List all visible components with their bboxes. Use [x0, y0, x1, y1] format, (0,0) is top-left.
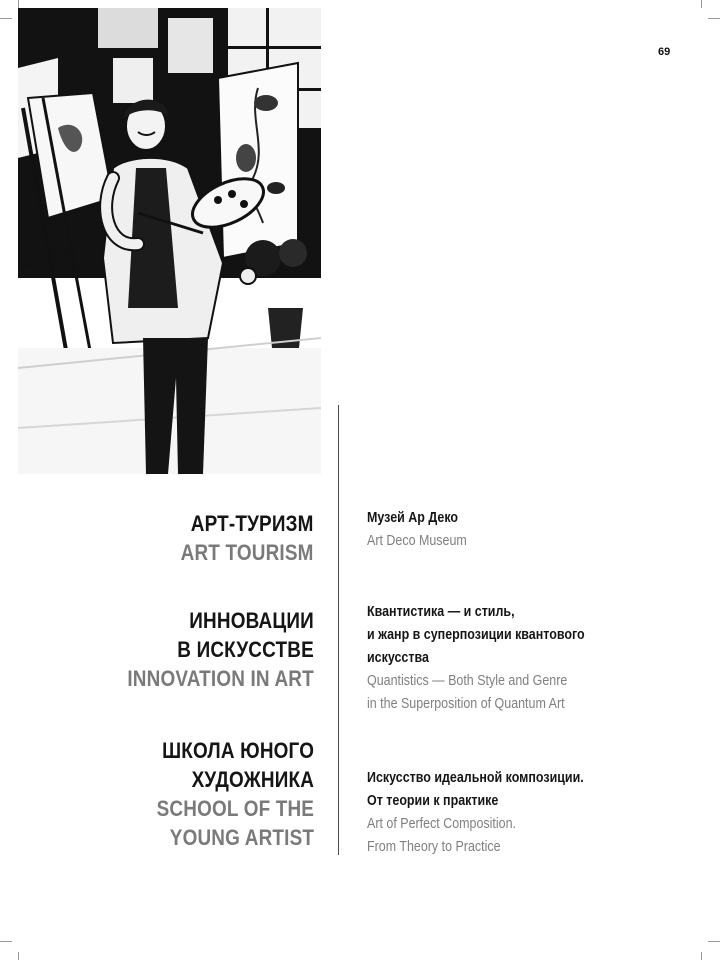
heading-en: YOUNG ARTIST: [169, 825, 314, 850]
heading-ru: В ИСКУССТВЕ: [177, 637, 314, 662]
crop-mark: [18, 952, 19, 960]
heading-ru: ХУДОЖНИКА: [191, 767, 314, 792]
heading-ru: ИННОВАЦИИ: [189, 608, 314, 633]
article-title-ru: Музей Ар Деко: [367, 510, 459, 526]
crop-mark: [701, 0, 702, 8]
section-heading-art-tourism: [159, 509, 314, 567]
article-title-en: Art of Perfect Composition.: [367, 816, 517, 832]
article-title-ru: искусства: [367, 650, 429, 666]
crop-mark: [708, 941, 720, 942]
article-art-deco-museum[interactable]: [367, 507, 483, 553]
page-number: 69: [658, 46, 671, 58]
crop-mark: [0, 18, 12, 19]
article-title-ru: и жанр в суперпозиции квантового: [367, 627, 585, 643]
crop-mark: [701, 952, 702, 960]
section-heading-school-of-young-artist: [131, 736, 314, 852]
article-title-ru: Квантистика — и стиль,: [367, 604, 515, 620]
section-heading-innovation-in-art: [97, 606, 314, 693]
crop-mark: [18, 0, 19, 8]
artist-photo: [18, 8, 321, 474]
article-title-en: From Theory to Practice: [367, 839, 501, 855]
crop-mark: [0, 941, 12, 942]
heading-en: ART TOURISM: [181, 540, 314, 565]
crop-mark: [708, 18, 720, 19]
article-title-en: Art Deco Museum: [367, 533, 467, 549]
article-title-ru: Искусство идеальной композиции.: [367, 770, 584, 786]
column-divider: [338, 405, 339, 855]
heading-en: INNOVATION IN ART: [127, 666, 314, 691]
article-perfect-composition[interactable]: [367, 767, 619, 859]
heading-en: SCHOOL OF THE: [156, 796, 314, 821]
article-title-en: in the Superposition of Quantum Art: [367, 696, 565, 712]
heading-ru: ШКОЛА ЮНОГО: [162, 738, 314, 763]
article-title-en: Quantistics — Both Style and Genre: [367, 673, 568, 689]
article-title-ru: От теории к практике: [367, 793, 499, 809]
article-quantistics[interactable]: [367, 601, 620, 716]
heading-ru: АРТ-ТУРИЗМ: [191, 511, 314, 536]
